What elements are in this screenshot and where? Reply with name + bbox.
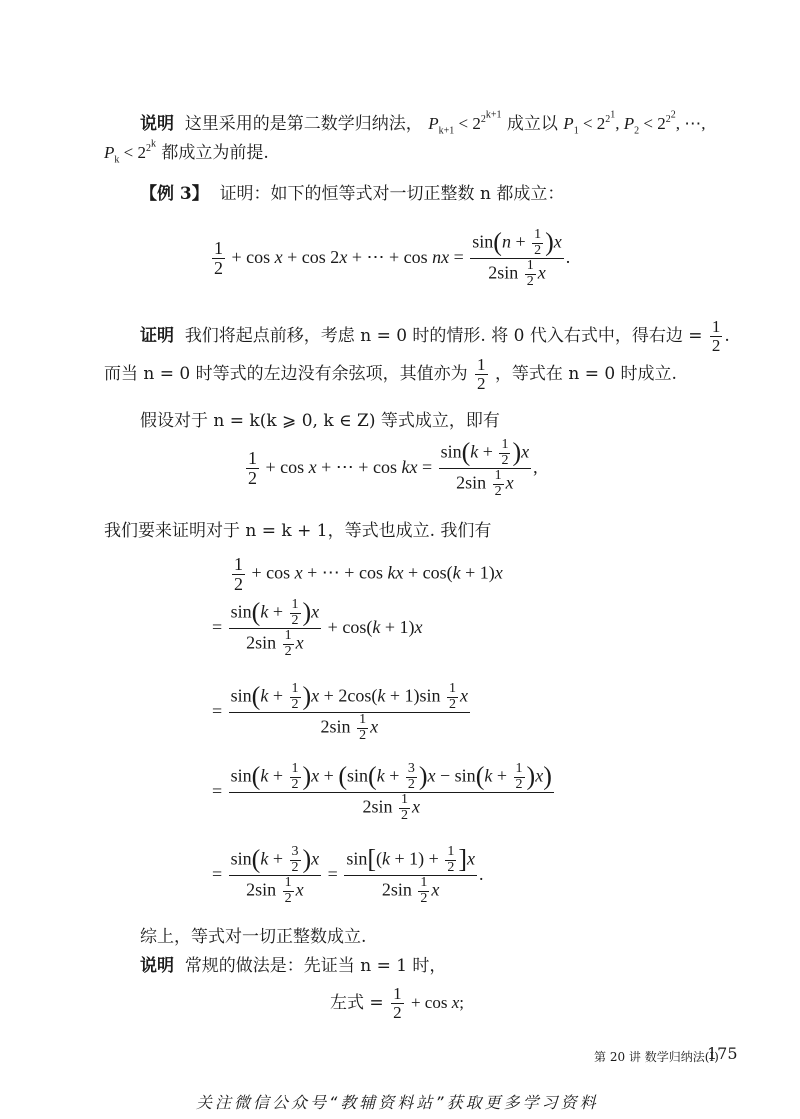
remark1-line2 bbox=[104, 134, 269, 171]
example3-label: 【例 3】 bbox=[140, 184, 209, 204]
remark1-formula1: $P_{k+1} < 2^{2^{k+1}}$ bbox=[428, 110, 502, 137]
proof-text3: 假设对于 n = k(k ⩾ 0, k ∈ Z) 等式成立，即有 bbox=[140, 411, 500, 431]
remark2-label: 说明 bbox=[140, 956, 174, 976]
hypothesis-equation: $\frac{1}{2}$ + cos x + ⋯ + cos kx = sin(k + $\frac{1}{2}$ )x 2sin $\frac{1}{2}$ x , bbox=[248, 437, 538, 500]
remark1-text3: 都成立为前提. bbox=[161, 142, 269, 163]
remark1-label: 说明 bbox=[140, 113, 174, 134]
remark2-text: 常规的做法是：先证当 n = 1 时， bbox=[184, 956, 447, 976]
proof-label: 证明 bbox=[140, 325, 174, 346]
identity-equation: $\frac{1}{2}$ + cos x + cos 2x + ⋯ + cos nx = sin(n + $\frac{1}{2}$ )x 2sin $\frac{1}{2}$ x . bbox=[214, 227, 571, 290]
proof-text2b: ，等式在 n = 0 时成立. bbox=[494, 363, 677, 384]
remark2-formula: 左式 = $\frac{1}{2}$ + cos x; bbox=[330, 984, 464, 1022]
example3-line bbox=[140, 183, 564, 205]
remark2-lhs: 左式 = bbox=[330, 992, 384, 1013]
proof-line2: 而当 n = 0 时等式的左边没有余弦项，其值亦为 $\frac{1}{2}$ ，等式在 n = 0 时成立. bbox=[104, 355, 677, 393]
derivation-step2: = sin(k + $\frac{1}{2}$ )x 2sin $\frac{1}{2}$ x + cos(k + 1)x bbox=[212, 597, 423, 660]
example3-text: 证明：如下的恒等式对一切正整数 n 都成立： bbox=[219, 184, 565, 204]
proof-text2a: 而当 n = 0 时等式的左边没有余弦项，其值亦为 bbox=[104, 363, 468, 384]
remark1-formula3: $P_k < 2^{2^k}$ bbox=[104, 139, 156, 166]
proof-line1: 证明 我们将起点前移，考虑 n = 0 时的情形. 将 0 代入右式中，得右边 = $\frac{1}{2}$ . bbox=[140, 317, 730, 355]
derivation-step1: $\frac{1}{2}$ + cos x + ⋯ + cos kx + cos(k + 1)x bbox=[234, 554, 503, 594]
derivation-step3: = sin(k + $\frac{1}{2}$ )x + 2cos(k + 1)sin $\frac{1}{2}$ x 2sin $\frac{1}{2}$ x bbox=[212, 681, 468, 744]
watermark: 关注微信公众号“教辅资料站”获取更多学习资料 bbox=[196, 1093, 599, 1112]
page-number: 175 bbox=[707, 1044, 738, 1063]
remark1-formula2: $P_1 < 2^{2^1}$, $P_2 < 2^{2^2}$, ⋯, bbox=[563, 110, 706, 137]
proof-text1: 我们将起点前移，考虑 n = 0 时的情形. 将 0 代入右式中，得右边 = bbox=[184, 325, 703, 346]
remark2-line bbox=[140, 955, 446, 977]
conclusion: 综上，等式对一切正整数成立. bbox=[140, 927, 367, 947]
proof-text4: 我们要来证明对于 n = k + 1，等式也成立. 我们有 bbox=[104, 521, 492, 541]
derivation-step4: = sin(k + $\frac{1}{2}$ )x + (sin(k + $\frac{3}{2}$ )x − sin(k + $\frac{1}{2}$ )x) 2sin $\frac{1}{2}$ x bbox=[212, 761, 552, 824]
derivation-step5: = sin(k + $\frac{3}{2}$ )x 2sin $\frac{1}{2}$ x = sin[(k + 1) + $\frac{1}{2}$ ]x 2sin $\frac{1}{2}$ x . bbox=[212, 844, 484, 907]
remark1-text2: 成立以 bbox=[506, 113, 558, 134]
remark1-text1: 这里采用的是第二数学归纳法， bbox=[184, 113, 423, 134]
footer-chapter: 第 20 讲 数学归纳法(Ⅰ) bbox=[594, 1050, 719, 1064]
